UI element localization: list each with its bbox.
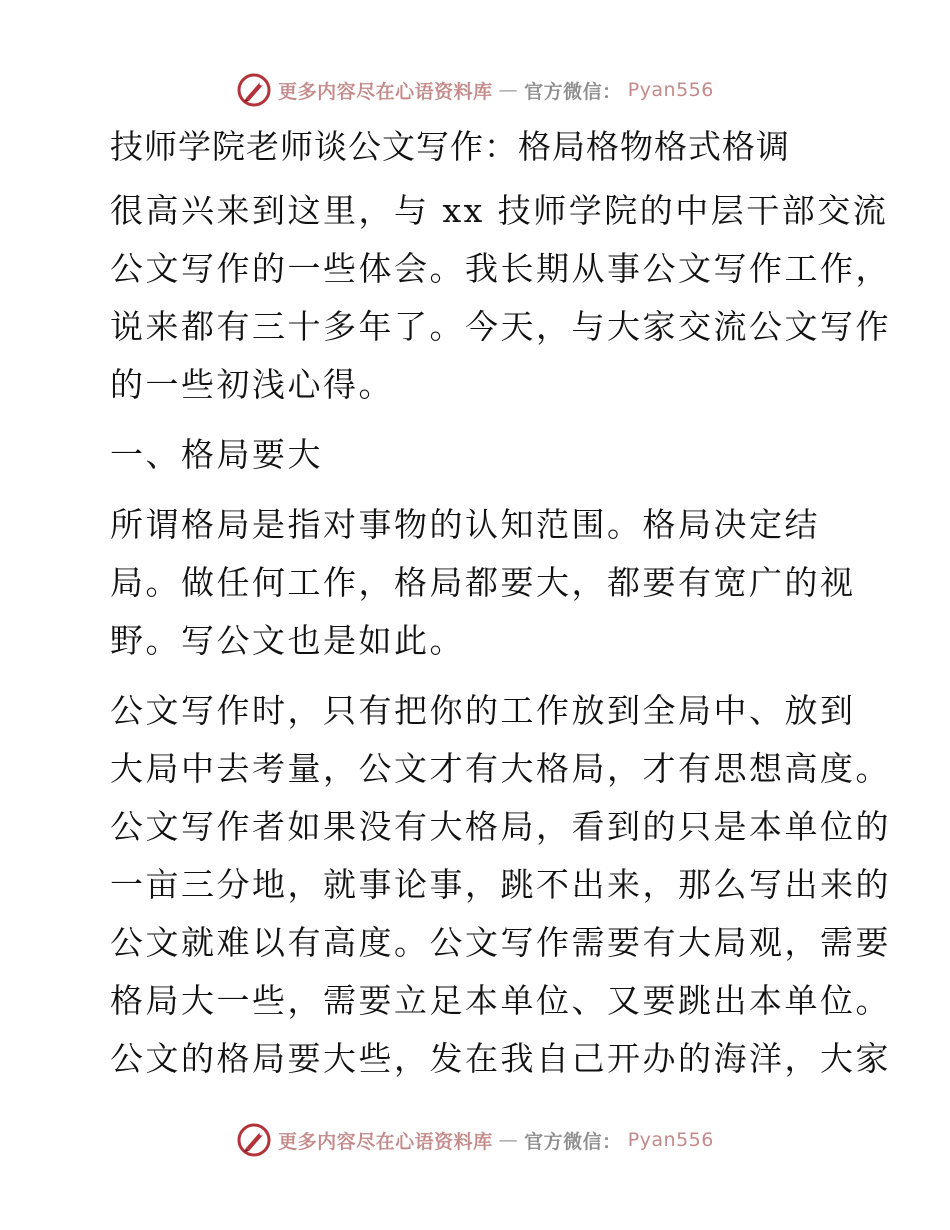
section-heading: 一、格局要大 [110, 435, 323, 474]
text-line: 的一些初浅心得。 [110, 365, 394, 404]
text-line: 所谓格局是指对事物的认知范围。格局决定结 [110, 505, 820, 544]
watermark-official-label: 官方微信： [524, 80, 622, 103]
watermark-wechat-id: Pyan556 [627, 79, 714, 101]
text-line: 格局大一些，需要立足本单位、又要跳出本单位。 [110, 981, 891, 1020]
document-title: 技师学院老师谈公文写作：格局格物格式格调 [110, 127, 790, 166]
watermark-separator: — [498, 1129, 519, 1151]
intro-paragraph [98, 182, 891, 414]
text-line: 野。写公文也是如此。 [110, 621, 465, 660]
text-line: 公文写作者如果没有大格局，看到的只是本单位的 [110, 807, 891, 846]
text-line: 大局中去考量，公文才有大格局，才有思想高度。 [110, 749, 891, 788]
pen-logo-icon [236, 72, 272, 108]
text-line: 公文就难以有高度。公文写作需要有大局观，需要 [110, 923, 891, 962]
header-watermark [0, 70, 950, 110]
watermark-separator: — [498, 79, 519, 101]
pen-logo-icon [236, 1122, 272, 1158]
footer-watermark [0, 1120, 950, 1160]
text-line: 公文写作的一些体会。我长期从事公文写作工作， [110, 249, 891, 288]
text-line: 局。做任何工作，格局都要大，都要有宽广的视 [110, 563, 856, 602]
text-line: 一亩三分地，就事论事，跳不出来，那么写出来的 [110, 865, 891, 904]
text-line: 公文的格局要大些，发在我自己开办的海洋，大家 [110, 1039, 891, 1078]
watermark-main-text: 更多内容尽在心语资料库 [278, 1130, 493, 1153]
text-line: 说来都有三十多年了。今天，与大家交流公文写作 [110, 307, 891, 346]
watermark-wechat-id: Pyan556 [627, 1129, 714, 1151]
section-paragraph [98, 496, 856, 670]
text-line: 很高兴来到这里，与 xx 技师学院的中层干部交流 [110, 191, 889, 230]
text-line: 公文写作时，只有把你的工作放到全局中、放到 [110, 691, 856, 730]
watermark-main-text: 更多内容尽在心语资料库 [278, 80, 493, 103]
document-body [98, 118, 891, 1100]
watermark-official-label: 官方微信： [524, 1130, 622, 1153]
section-paragraph [98, 682, 891, 1088]
